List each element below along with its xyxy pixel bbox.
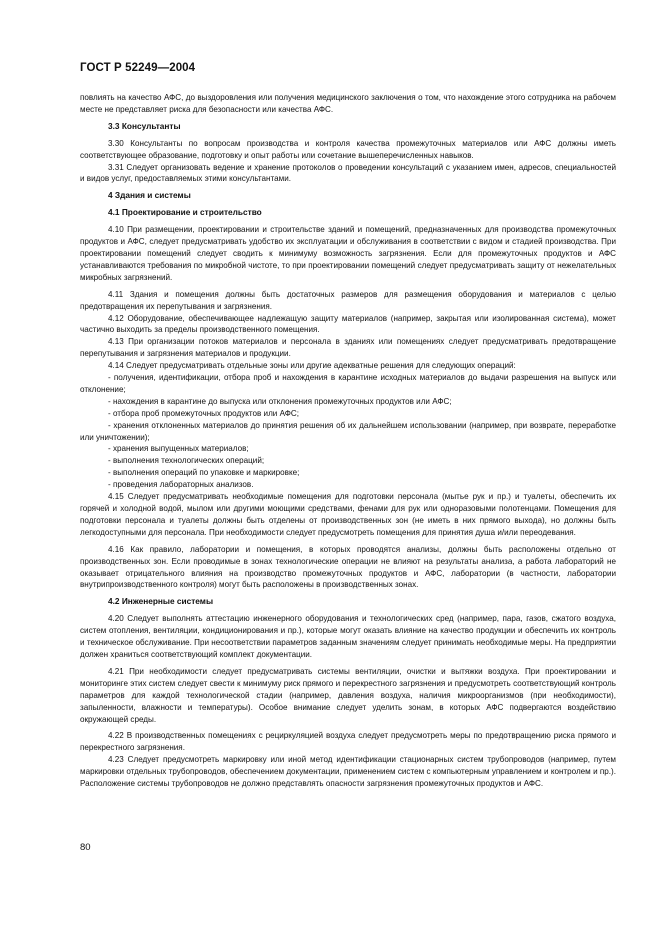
page-number: 80 bbox=[80, 842, 91, 853]
list-item: - выполнения технологических операций; bbox=[108, 456, 265, 466]
list-item: - получения, идентификации, отбора проб и нахождения в карантине исходных материалов до выдачи разрешения на выпуск или отклонение; bbox=[80, 373, 616, 394]
paragraph-4-14: 4.14 Следует предусматривать отдельные зоны или другие адекватные решения для следующих операций: bbox=[108, 361, 516, 371]
paragraph-4-21: 4.21 При необходимости следует предусматривать системы вентиляции, очистки и вытяжки воздуха. При проектировании и мониторинге этих систем следует свести к минимуму риск прямого и перекрестного загрязнения и предусмотреть соответствующий контроль параметров для каждой технологической стадии (например, давления воздуха, наличия микроорганизмов (при необходимости), запыленности, влажности и температуры). Особое внимание следует уделить зонам, в которых АФС подвергаются воздействию окружающей среды. bbox=[80, 666, 616, 724]
paragraph-4-13: 4.13 При организации потоков материалов и персонала в зданиях или помещениях следует предусматривать предотвращение перепутывания и загрязнения материалов и продукции. bbox=[80, 337, 616, 359]
section-heading-4-1: 4.1 Проектирование и строительство bbox=[108, 207, 262, 218]
section-heading-4-2: 4.2 Инженерные системы bbox=[108, 596, 214, 607]
paragraph-4-11: 4.11 Здания и помещения должны быть достаточных размеров для размещения оборудования и материалов с целью предотвращения их перепутывания и загрязнения. bbox=[80, 289, 616, 311]
list-item: - выполнения операций по упаковке и маркировке; bbox=[108, 468, 300, 478]
section-heading-4: 4 Здания и системы bbox=[108, 190, 191, 201]
list-item: - отбора проб промежуточных продуктов или АФС; bbox=[108, 408, 299, 418]
section-heading-3-3: 3.3 Консультанты bbox=[108, 120, 181, 131]
paragraph-continuation: повлиять на качество АФС, до выздоровления или получения медицинского заключения о том, что нахождение этого сотрудника на рабочем месте не представляет риска для безопасности или качества АФС. bbox=[80, 93, 616, 114]
paragraph-4-23: 4.23 Следует предусмотреть маркировку или иной метод идентификации стационарных систем трубопроводов (например, путем маркировки отдельных трубопроводов, обеспечением документации, применением систем с компьютерным управлением и контролем и пр.). Расположение системы трубопроводов не должно представлять опасности загрязнения промежуточных продуктов и АФС. bbox=[80, 755, 616, 789]
paragraph-4-10: 4.10 При размещении, проектировании и строительстве зданий и помещений, предназначенных для производства промежуточных продуктов и АФС, следует предусматривать удобство их эксплуатации и обслуживания в соответствии с видом и стадией производства. При проектировании помещений следует сводить к минимуму возможность загрязнения. Если для промежуточных продуктов и АФС устанавливаются требования по микробной чистоте, то при проектировании помещений следует предусматривать защиту от нежелательных микробных загрязнений. bbox=[80, 225, 616, 282]
paragraph-3-30: 3.30 Консультанты по вопросам производства и контроля качества промежуточных материалов или АФС должны иметь соответствующее образование, подготовку и опыт работы или сочетание вышеперечисленных навыков. bbox=[80, 138, 616, 160]
list-item: - хранения выпущенных материалов; bbox=[108, 444, 249, 454]
paragraph-4-15: 4.15 Следует предусматривать необходимые помещения для подготовки персонала (мытье рук и пр.) и туалеты, обеспечить их горячей и холодной водой, мылом или другими моющими средствами, фенами для рук или одноразовыми полотенцами. Помещения для подготовки персонала и туалеты должны быть отделены от производственных зон (не иметь в них прямого выхода), но должны быть легкодоступными для персонала. При необходимости следует предусмотреть помещения для принятия душа и/или переодевания. bbox=[80, 492, 616, 537]
document-body bbox=[80, 92, 616, 790]
document-header: ГОСТ Р 52249—2004 bbox=[80, 62, 196, 74]
paragraph-4-12: 4.12 Оборудование, обеспечивающее надлежащую защиту материалов (например, закрытая или изолированная система), может частично выходить за пределы производственного помещения. bbox=[80, 313, 616, 335]
list-item: - нахождения в карантине до выпуска или отклонения промежуточных продуктов или АФС; bbox=[108, 396, 452, 406]
paragraph-4-16: 4.16 Как правило, лаборатории и помещения, в которых проводятся анализы, должны быть расположены отдельно от производственных зон. Если проводимые в зонах технологические операции не влияют на результаты анализа, а работа лабораторий не оказывает отрицательного влияния на производство промежуточных продуктов и АФС, лаборатории (в частности, лаборатории внутрипроизводственного контроля) могут быть расположены в производственных зонах. bbox=[80, 544, 616, 590]
list-item: - хранения отклоненных материалов до принятия решения об их дальнейшем использовании (например, при возврате, переработке или уничтожении); bbox=[80, 420, 616, 442]
paragraph-4-22: 4.22 В производственных помещениях с рециркуляцией воздуха следует предусмотреть меры по предотвращению риска прямого и перекрестного загрязнения. bbox=[80, 731, 616, 753]
list-item: - проведения лабораторных анализов. bbox=[108, 480, 254, 490]
paragraph-3-31: 3.31 Следует организовать ведение и хранение протоколов о проведении консультаций с указанием имен, адресов, специальностей и видов услуг, предоставляемых этими консультантами. bbox=[80, 162, 616, 184]
paragraph-4-20: 4.20 Следует выполнять аттестацию инженерного оборудования и технологических сред (например, пара, газов, сжатого воздуха, систем отопления, вентиляции, кондиционирования и пр.), которые могут оказать влияние на качество продукции и обеспечить их контроль и техническое обслуживание. При несоответствии параметров заданным значениям следует принимать необходимые меры. На предприятии должен храниться соответствующий комплект документации. bbox=[80, 614, 616, 659]
